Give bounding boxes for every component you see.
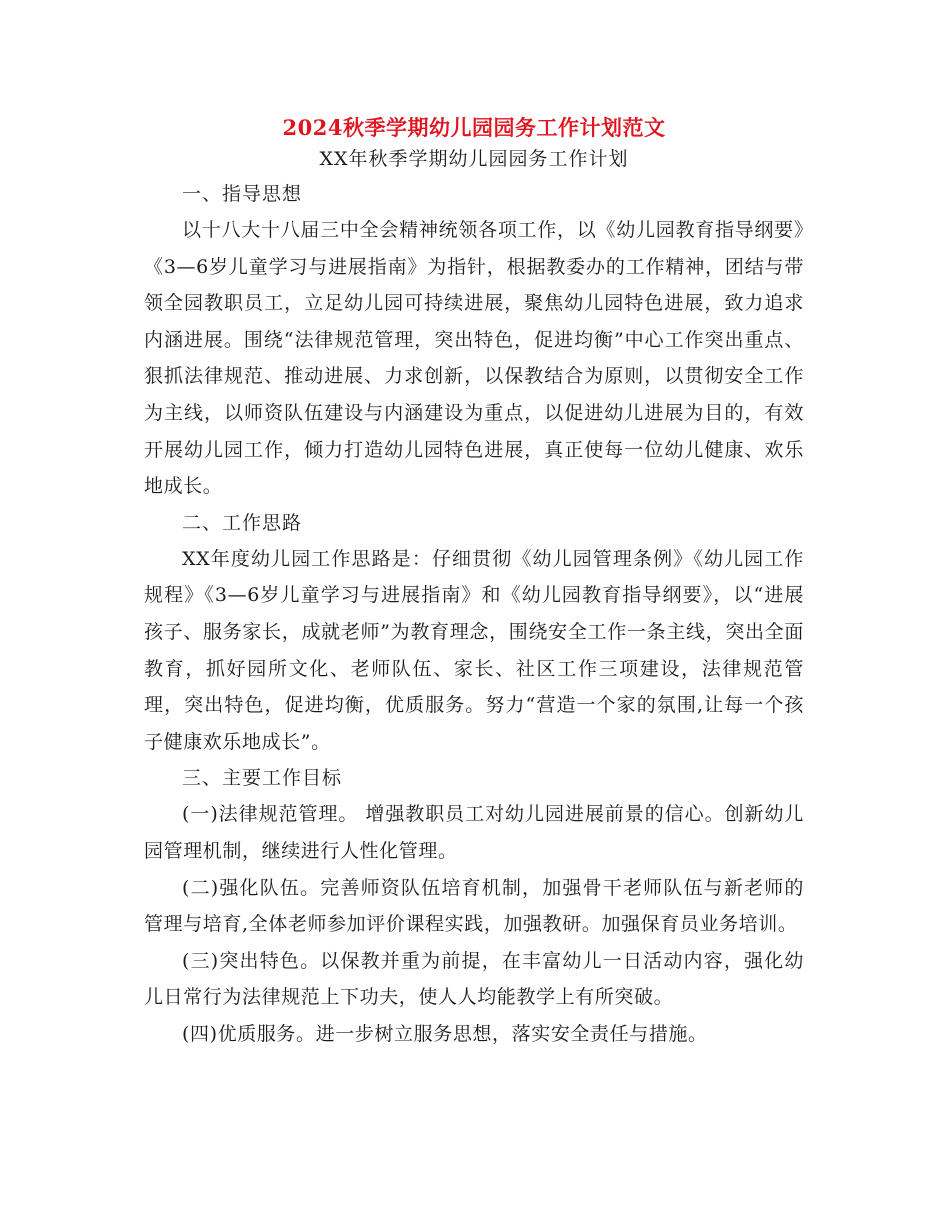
paragraph-guiding-ideology: 以十八大十八届三中全会精神统领各项工作，以《幼儿园教育指导纲要》《3—6岁儿童学习与进展指南》为指针，根据教委办的工作精神，团结与带领全园教职员工，立足幼儿园可持续进展，聚焦幼儿园特色进展，致力追求内涵进展。围绕“法律规范管理，突出特色，促进均衡”中心工作突出重点、狠抓法律规范、推动进展、力求创新，以保教结合为原则，以贯彻安全工作为主线，以师资队伍建设与内涵建设为重点，以促进幼儿进展为目的，有效开展幼儿园工作，倾力打造幼儿园特色进展，真正使每一位幼儿健康、欢乐地成长。: [144, 219, 804, 498]
document-subtitle: XX年秋季学期幼儿园园务工作计划: [319, 148, 629, 170]
paragraph-goal-service: (四)优质服务。进一步树立服务思想，落实安全责任与措施。: [182, 1022, 708, 1045]
section-heading-work-approach: 二、工作思路: [182, 511, 303, 534]
document-body: [144, 112, 804, 1052]
section-heading-guiding-ideology: 一、指导思想: [182, 183, 303, 205]
paragraph-goal-features: (三)突出特色。以保教并重为前提，在丰富幼儿一日活动内容，强化幼儿日常行为法律规范上下功夫，使人人均能教学上有所突破。: [144, 949, 804, 1009]
document-title: 2024秋季学期幼儿园园务工作计划范文: [282, 115, 666, 140]
paragraph-work-approach: XX年度幼儿园工作思路是：仔细贯彻《幼儿园管理条例》《幼儿园工作规程》《3—6岁儿童学习与进展指南》和《幼儿园教育指导纲要》，以“进展孩子、服务家长，成就老师”为教育理念，围绕安全工作一条主线，突出全面教育，抓好园所文化、老师队伍、家长、社区工作三项建设，法律规范管理，突出特色，促进均衡，优质服务。努力“营造一个家的氛围,让每一个孩子健康欢乐地成长”。: [144, 547, 804, 753]
paragraph-goal-management: (一)法律规范管理。 增强教职员工对幼儿园进展前景的信心。创新幼儿园管理机制，继续进行人性化管理。: [144, 803, 804, 862]
paragraph-goal-team: (二)强化队伍。完善师资队伍培育机制，加强骨干老师队伍与新老师的管理与培育,全体老师参加评价课程实践，加强教研。加强保育员业务培训。: [144, 876, 804, 936]
section-heading-main-goals: 三、主要工作目标: [182, 767, 343, 790]
